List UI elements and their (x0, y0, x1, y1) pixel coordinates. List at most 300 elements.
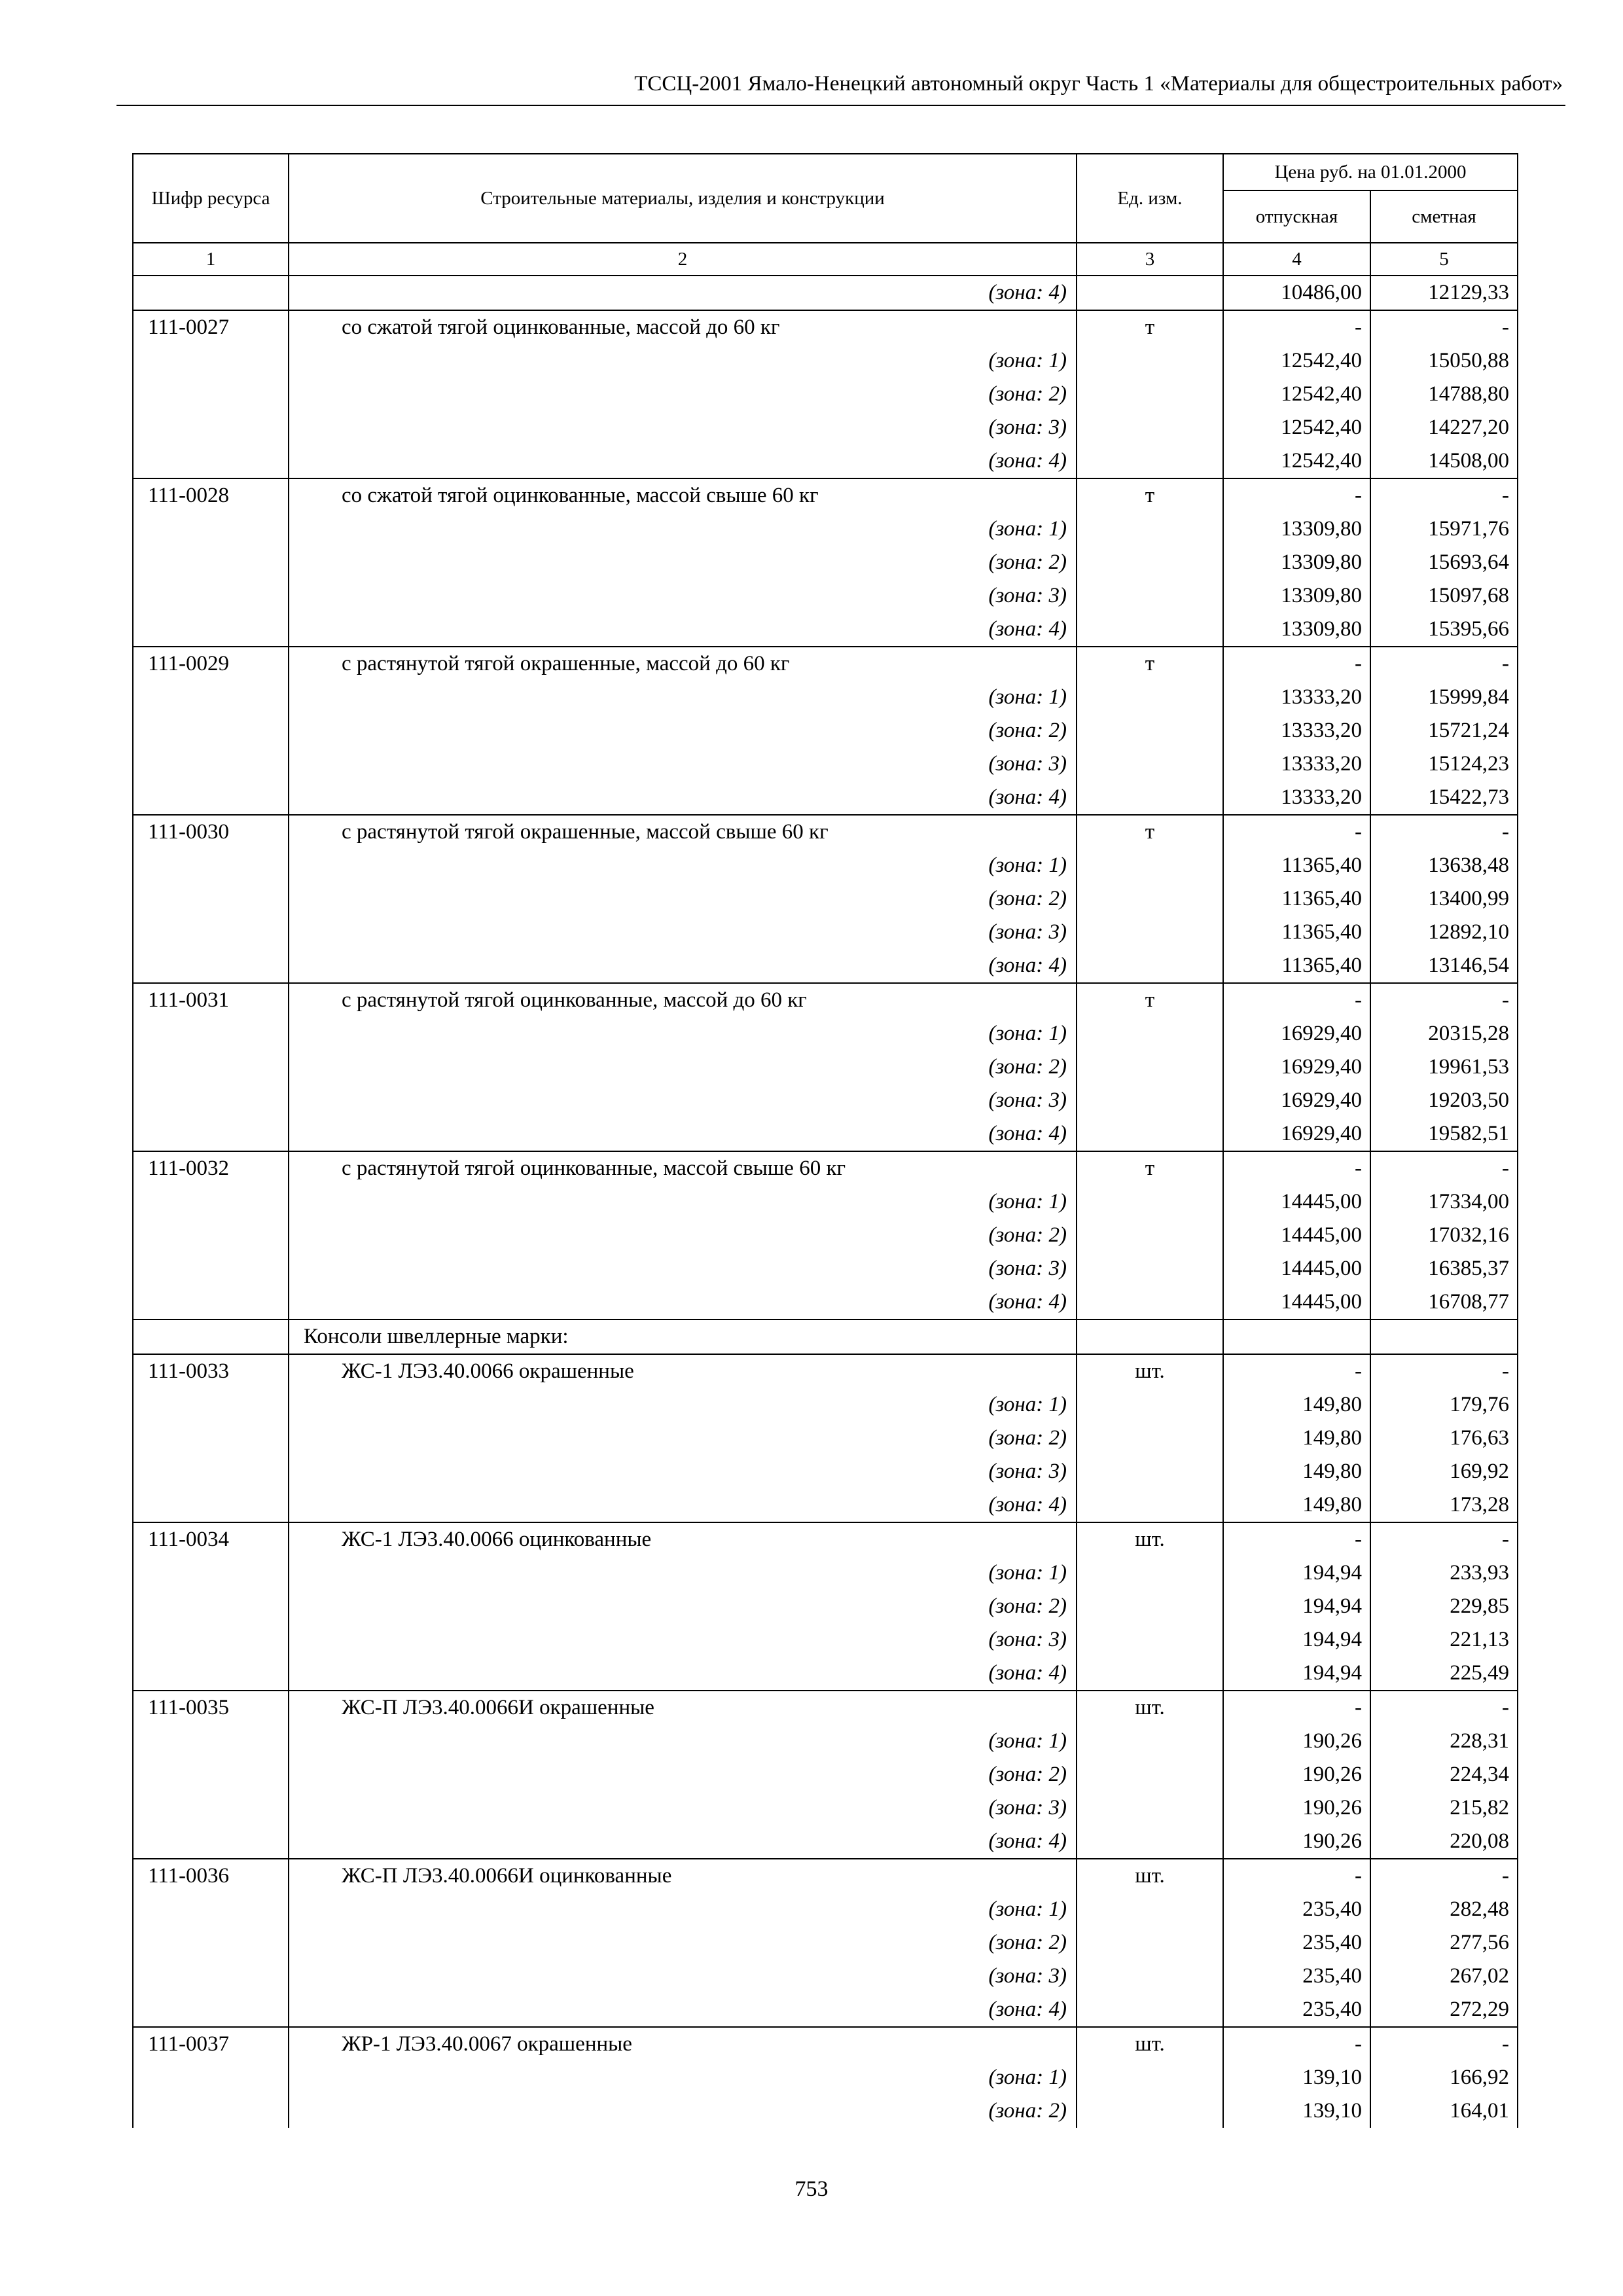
unit-cell (1077, 882, 1223, 916)
unit-cell (1077, 747, 1223, 781)
release-price-cell: - (1223, 647, 1370, 681)
release-price-cell: 190,26 (1223, 1758, 1370, 1791)
release-price-cell: 235,40 (1223, 1960, 1370, 1993)
estimate-price-cell: - (1370, 647, 1518, 681)
resource-code-cell (133, 882, 289, 916)
table-row (133, 1151, 1518, 1185)
resource-code-cell (133, 411, 289, 444)
table-row (133, 1455, 1518, 1488)
unit-cell (1077, 378, 1223, 411)
resource-code-cell (133, 1960, 289, 1993)
unit-cell (1077, 1455, 1223, 1488)
unit-cell (1077, 1422, 1223, 1455)
zone-label-cell: (зона: 3) (289, 1960, 1077, 1993)
release-price-cell: 149,80 (1223, 1422, 1370, 1455)
release-price-cell: 16929,40 (1223, 1050, 1370, 1084)
release-price-cell: - (1223, 1522, 1370, 1556)
unit-cell (1077, 1725, 1223, 1758)
table-row (133, 1926, 1518, 1960)
zone-label-cell: (зона: 3) (289, 1252, 1077, 1285)
release-price-cell: 14445,00 (1223, 1285, 1370, 1319)
table-row (133, 1017, 1518, 1050)
resource-code-cell: 111-0031 (133, 983, 289, 1017)
release-price-cell: - (1223, 478, 1370, 512)
resource-code-cell: 111-0037 (133, 2027, 289, 2061)
resource-code-cell: 111-0034 (133, 1522, 289, 1556)
resource-code-cell: 111-0029 (133, 647, 289, 681)
zone-label-cell: (зона: 4) (289, 1657, 1077, 1691)
release-price-cell: 194,94 (1223, 1590, 1370, 1623)
estimate-price-cell: 12129,33 (1370, 276, 1518, 310)
unit-cell (1077, 1960, 1223, 1993)
page-header: ТССЦ-2001 Ямало-Ненецкий автономный округ Часть 1 «Материалы для общестроительных работ» (634, 72, 1563, 96)
zone-label-cell: (зона: 1) (289, 2061, 1077, 2094)
zone-label-cell: (зона: 2) (289, 2094, 1077, 2128)
table-row (133, 512, 1518, 546)
estimate-price-cell: - (1370, 1151, 1518, 1185)
zone-label-cell: (зона: 1) (289, 1556, 1077, 1590)
resource-code-cell (133, 276, 289, 310)
release-price-cell: 11365,40 (1223, 849, 1370, 882)
release-price-cell: - (1223, 1859, 1370, 1893)
zone-label-cell: (зона: 3) (289, 411, 1077, 444)
resource-code-cell (133, 1185, 289, 1219)
unit-cell (1077, 613, 1223, 647)
release-price-cell: 13333,20 (1223, 747, 1370, 781)
estimate-price-cell: 12892,10 (1370, 916, 1518, 949)
unit-cell (1077, 714, 1223, 747)
unit-cell (1077, 579, 1223, 613)
resource-code-cell (133, 1657, 289, 1691)
unit-cell (1077, 1084, 1223, 1117)
zone-label-cell: (зона: 4) (289, 1285, 1077, 1319)
resource-code-cell (133, 1017, 289, 1050)
estimate-price-cell: 14508,00 (1370, 444, 1518, 478)
estimate-price-cell: - (1370, 815, 1518, 849)
unit-cell (1077, 1926, 1223, 1960)
release-price-cell: 149,80 (1223, 1455, 1370, 1488)
release-price-cell: 194,94 (1223, 1657, 1370, 1691)
table-body (133, 276, 1518, 2128)
group-row (133, 1319, 1518, 1354)
unit-cell (1077, 512, 1223, 546)
unit-cell (1077, 1252, 1223, 1285)
zone-label-cell: (зона: 1) (289, 344, 1077, 378)
table-row (133, 747, 1518, 781)
zone-label-cell: (зона: 3) (289, 1623, 1077, 1657)
resource-code-cell (133, 916, 289, 949)
table-row (133, 1590, 1518, 1623)
unit-cell: шт. (1077, 2027, 1223, 2061)
page-number: 753 (794, 2177, 829, 2201)
estimate-price-cell: - (1370, 310, 1518, 344)
unit-cell (1077, 1623, 1223, 1657)
resource-code-cell (133, 949, 289, 983)
release-price-cell: 190,26 (1223, 1791, 1370, 1825)
release-price-cell: 13333,20 (1223, 781, 1370, 815)
unit-cell (1077, 1657, 1223, 1691)
estimate-price-cell: 164,01 (1370, 2094, 1518, 2128)
estimate-price-cell: 173,28 (1370, 1488, 1518, 1522)
unit-cell (1077, 1893, 1223, 1926)
release-price-cell: 11365,40 (1223, 916, 1370, 949)
estimate-price-cell: 233,93 (1370, 1556, 1518, 1590)
table-row (133, 1084, 1518, 1117)
table-row (133, 849, 1518, 882)
unit-cell (1077, 916, 1223, 949)
table-row (133, 444, 1518, 478)
resource-code-cell (133, 2094, 289, 2128)
zone-label-cell: (зона: 2) (289, 882, 1077, 916)
estimate-price-cell: 15721,24 (1370, 714, 1518, 747)
col-header-estimate: сметная (1370, 190, 1518, 243)
table-row (133, 1960, 1518, 1993)
unit-cell (1077, 1590, 1223, 1623)
resource-code-cell (133, 1388, 289, 1422)
zone-label-cell: (зона: 2) (289, 1758, 1077, 1791)
release-price-cell: 16929,40 (1223, 1117, 1370, 1151)
release-price-cell: 16929,40 (1223, 1084, 1370, 1117)
table-row (133, 983, 1518, 1017)
material-name-cell: ЖР-1 ЛЭ3.40.0067 окрашенные (289, 2027, 1077, 2061)
resource-code-cell: 111-0036 (133, 1859, 289, 1893)
table-row (133, 1488, 1518, 1522)
unit-cell (1077, 2061, 1223, 2094)
resource-code-cell (133, 579, 289, 613)
table-row (133, 681, 1518, 714)
zone-label-cell: (зона: 3) (289, 579, 1077, 613)
estimate-price-cell: - (1370, 983, 1518, 1017)
release-price-cell: 235,40 (1223, 1993, 1370, 2027)
estimate-price-cell: 228,31 (1370, 1725, 1518, 1758)
release-price-cell: 12542,40 (1223, 344, 1370, 378)
resource-code-cell (133, 1050, 289, 1084)
unit-cell (1077, 1017, 1223, 1050)
unit-cell: т (1077, 647, 1223, 681)
col-header-code: Шифр ресурса (133, 154, 289, 243)
resource-code-cell: 111-0027 (133, 310, 289, 344)
resource-code-cell (133, 1117, 289, 1151)
zone-label-cell: (зона: 3) (289, 1455, 1077, 1488)
release-price-cell: 14445,00 (1223, 1252, 1370, 1285)
resource-code-cell: 111-0030 (133, 815, 289, 849)
table-row (133, 1219, 1518, 1252)
release-price-cell: 11365,40 (1223, 949, 1370, 983)
resource-code-cell (133, 1825, 289, 1859)
zone-label-cell: (зона: 4) (289, 781, 1077, 815)
table-row (133, 647, 1518, 681)
estimate-price-cell: 272,29 (1370, 1993, 1518, 2027)
release-price-cell: 149,80 (1223, 1488, 1370, 1522)
estimate-price-cell: 19203,50 (1370, 1084, 1518, 1117)
table-row (133, 1691, 1518, 1725)
estimate-price-cell: 225,49 (1370, 1657, 1518, 1691)
resource-code-cell (133, 747, 289, 781)
resource-code-cell (133, 1590, 289, 1623)
release-price-cell: - (1223, 310, 1370, 344)
table-row (133, 1556, 1518, 1590)
table-row (133, 310, 1518, 344)
table-row (133, 1354, 1518, 1388)
resource-code-cell (133, 1893, 289, 1926)
release-price-cell (1223, 1319, 1370, 1354)
release-price-cell: - (1223, 1151, 1370, 1185)
table-row (133, 1117, 1518, 1151)
unit-cell (1077, 411, 1223, 444)
unit-cell (1077, 1319, 1223, 1354)
zone-label-cell: (зона: 4) (289, 444, 1077, 478)
estimate-price-cell: 14788,80 (1370, 378, 1518, 411)
release-price-cell: 13333,20 (1223, 681, 1370, 714)
release-price-cell: 12542,40 (1223, 411, 1370, 444)
release-price-cell: 194,94 (1223, 1623, 1370, 1657)
unit-cell (1077, 344, 1223, 378)
zone-label-cell: (зона: 1) (289, 1185, 1077, 1219)
table-header (133, 154, 1518, 276)
unit-cell (1077, 444, 1223, 478)
estimate-price-cell: 13146,54 (1370, 949, 1518, 983)
resource-code-cell (133, 1758, 289, 1791)
estimate-price-cell: 215,82 (1370, 1791, 1518, 1825)
material-name-cell: с растянутой тягой оцинкованные, массой свыше 60 кг (289, 1151, 1077, 1185)
resource-code-cell: 111-0035 (133, 1691, 289, 1725)
resource-code-cell: 111-0033 (133, 1354, 289, 1388)
estimate-price-cell: 229,85 (1370, 1590, 1518, 1623)
table-row (133, 1725, 1518, 1758)
resource-code-cell: 111-0028 (133, 478, 289, 512)
zone-label-cell: (зона: 1) (289, 1725, 1077, 1758)
estimate-price-cell: 179,76 (1370, 1388, 1518, 1422)
col-header-unit: Ед. изм. (1077, 154, 1223, 243)
resource-code-cell (133, 444, 289, 478)
resource-code-cell (133, 1623, 289, 1657)
column-number: 5 (1370, 243, 1518, 276)
zone-label-cell: (зона: 1) (289, 1388, 1077, 1422)
zone-label-cell: (зона: 2) (289, 1422, 1077, 1455)
zone-label-cell: (зона: 4) (289, 1993, 1077, 2027)
unit-cell: т (1077, 1151, 1223, 1185)
zone-label-cell: (зона: 3) (289, 1791, 1077, 1825)
estimate-price-cell: 15999,84 (1370, 681, 1518, 714)
estimate-price-cell: 176,63 (1370, 1422, 1518, 1455)
estimate-price-cell: - (1370, 1691, 1518, 1725)
table-row (133, 949, 1518, 983)
unit-cell (1077, 681, 1223, 714)
table-row (133, 1185, 1518, 1219)
table-row (133, 1285, 1518, 1319)
estimate-price-cell: 13638,48 (1370, 849, 1518, 882)
resource-code-cell (133, 1319, 289, 1354)
estimate-price-cell: 15693,64 (1370, 546, 1518, 579)
estimate-price-cell: 277,56 (1370, 1926, 1518, 1960)
material-name-cell: со сжатой тягой оцинкованные, массой до 60 кг (289, 310, 1077, 344)
release-price-cell: 11365,40 (1223, 882, 1370, 916)
unit-cell: т (1077, 478, 1223, 512)
resource-code-cell (133, 2061, 289, 2094)
release-price-cell: 13309,80 (1223, 546, 1370, 579)
estimate-price-cell: 15395,66 (1370, 613, 1518, 647)
zone-label-cell: (зона: 1) (289, 512, 1077, 546)
column-number: 1 (133, 243, 289, 276)
column-numbers-row (133, 243, 1518, 276)
resource-code-cell (133, 613, 289, 647)
resource-code-cell (133, 1285, 289, 1319)
resource-code-cell (133, 714, 289, 747)
estimate-price-cell: - (1370, 1859, 1518, 1893)
release-price-cell: 13309,80 (1223, 579, 1370, 613)
table-row (133, 411, 1518, 444)
zone-label-cell: (зона: 2) (289, 378, 1077, 411)
release-price-cell: 139,10 (1223, 2061, 1370, 2094)
table-row (133, 613, 1518, 647)
column-number: 2 (289, 243, 1077, 276)
resource-code-cell: 111-0032 (133, 1151, 289, 1185)
group-title-cell: Консоли швеллерные марки: (289, 1319, 1077, 1354)
release-price-cell: 14445,00 (1223, 1185, 1370, 1219)
table-row (133, 1522, 1518, 1556)
estimate-price-cell: 221,13 (1370, 1623, 1518, 1657)
zone-label-cell: (зона: 2) (289, 1219, 1077, 1252)
material-name-cell: с растянутой тягой окрашенные, массой до 60 кг (289, 647, 1077, 681)
unit-cell: шт. (1077, 1354, 1223, 1388)
material-name-cell: со сжатой тягой оцинкованные, массой свыше 60 кг (289, 478, 1077, 512)
zone-label-cell: (зона: 1) (289, 1017, 1077, 1050)
zone-label-cell: (зона: 4) (289, 1117, 1077, 1151)
zone-label-cell: (зона: 2) (289, 1590, 1077, 1623)
table-row (133, 882, 1518, 916)
estimate-price-cell: 15124,23 (1370, 747, 1518, 781)
estimate-price-cell: 19582,51 (1370, 1117, 1518, 1151)
unit-cell (1077, 1285, 1223, 1319)
estimate-price-cell: 19961,53 (1370, 1050, 1518, 1084)
resource-code-cell (133, 1252, 289, 1285)
unit-cell (1077, 1791, 1223, 1825)
resource-code-cell (133, 1084, 289, 1117)
zone-label-cell: (зона: 1) (289, 1893, 1077, 1926)
table-row (133, 1791, 1518, 1825)
estimate-price-cell: 17032,16 (1370, 1219, 1518, 1252)
release-price-cell: 14445,00 (1223, 1219, 1370, 1252)
unit-cell (1077, 849, 1223, 882)
unit-cell (1077, 2094, 1223, 2128)
unit-cell: шт. (1077, 1691, 1223, 1725)
col-header-name: Строительные материалы, изделия и конструкции (289, 154, 1077, 243)
unit-cell (1077, 1050, 1223, 1084)
zone-label-cell: (зона: 4) (289, 949, 1077, 983)
release-price-cell: 12542,40 (1223, 444, 1370, 478)
estimate-price-cell: 13400,99 (1370, 882, 1518, 916)
estimate-price-cell: 166,92 (1370, 2061, 1518, 2094)
table-row (133, 781, 1518, 815)
material-name-cell: ЖС-1 ЛЭ3.40.0066 окрашенные (289, 1354, 1077, 1388)
table-row (133, 2027, 1518, 2061)
table-row (133, 378, 1518, 411)
zone-label-cell: (зона: 1) (289, 681, 1077, 714)
release-price-cell: 190,26 (1223, 1725, 1370, 1758)
unit-cell (1077, 1758, 1223, 1791)
column-number: 3 (1077, 243, 1223, 276)
table-row (133, 916, 1518, 949)
unit-cell (1077, 949, 1223, 983)
unit-cell (1077, 1219, 1223, 1252)
col-header-price: Цена руб. на 01.01.2000 (1223, 154, 1518, 190)
release-price-cell: 149,80 (1223, 1388, 1370, 1422)
release-price-cell: 12542,40 (1223, 378, 1370, 411)
release-price-cell: - (1223, 1354, 1370, 1388)
material-name-cell: ЖС-П ЛЭ3.40.0066И окрашенные (289, 1691, 1077, 1725)
resource-code-cell (133, 344, 289, 378)
estimate-price-cell: 15422,73 (1370, 781, 1518, 815)
zone-label-cell: (зона: 4) (289, 1488, 1077, 1522)
material-name-cell: ЖС-1 ЛЭ3.40.0066 оцинкованные (289, 1522, 1077, 1556)
release-price-cell: 235,40 (1223, 1893, 1370, 1926)
col-header-release: отпускная (1223, 190, 1370, 243)
resource-code-cell (133, 512, 289, 546)
unit-cell: т (1077, 983, 1223, 1017)
table-row (133, 1252, 1518, 1285)
table-row (133, 1050, 1518, 1084)
table-row (133, 2061, 1518, 2094)
table-row (133, 344, 1518, 378)
resource-code-cell (133, 681, 289, 714)
table-row (133, 714, 1518, 747)
resource-code-cell (133, 1422, 289, 1455)
price-table (132, 153, 1518, 2128)
table-row (133, 1893, 1518, 1926)
resource-code-cell (133, 1791, 289, 1825)
zone-label-cell: (зона: 4) (289, 613, 1077, 647)
table-row (133, 579, 1518, 613)
table-row (133, 546, 1518, 579)
zone-label-cell: (зона: 2) (289, 1050, 1077, 1084)
estimate-price-cell: 220,08 (1370, 1825, 1518, 1859)
resource-code-cell (133, 1219, 289, 1252)
release-price-cell: 190,26 (1223, 1825, 1370, 1859)
table-row (133, 1657, 1518, 1691)
unit-cell (1077, 1488, 1223, 1522)
estimate-price-cell: 224,34 (1370, 1758, 1518, 1791)
release-price-cell: - (1223, 2027, 1370, 2061)
estimate-price-cell: - (1370, 2027, 1518, 2061)
release-price-cell: 13309,80 (1223, 613, 1370, 647)
release-price-cell: - (1223, 1691, 1370, 1725)
unit-cell (1077, 1825, 1223, 1859)
resource-code-cell (133, 1455, 289, 1488)
resource-code-cell (133, 1556, 289, 1590)
estimate-price-cell: - (1370, 1522, 1518, 1556)
unit-cell (1077, 1388, 1223, 1422)
unit-cell (1077, 1117, 1223, 1151)
table-row (133, 1825, 1518, 1859)
table-row (133, 1388, 1518, 1422)
estimate-price-cell: 16708,77 (1370, 1285, 1518, 1319)
resource-code-cell (133, 378, 289, 411)
column-number: 4 (1223, 243, 1370, 276)
zone-label-cell: (зона: 3) (289, 747, 1077, 781)
table-row (133, 1623, 1518, 1657)
resource-code-cell (133, 1993, 289, 2027)
release-price-cell: 194,94 (1223, 1556, 1370, 1590)
estimate-price-cell: 17334,00 (1370, 1185, 1518, 1219)
estimate-price-cell: 14227,20 (1370, 411, 1518, 444)
estimate-price-cell: - (1370, 478, 1518, 512)
unit-cell (1077, 1556, 1223, 1590)
resource-code-cell (133, 781, 289, 815)
zone-label-cell: (зона: 2) (289, 546, 1077, 579)
zone-label-cell: (зона: 1) (289, 849, 1077, 882)
table-row (133, 2094, 1518, 2128)
unit-cell (1077, 781, 1223, 815)
